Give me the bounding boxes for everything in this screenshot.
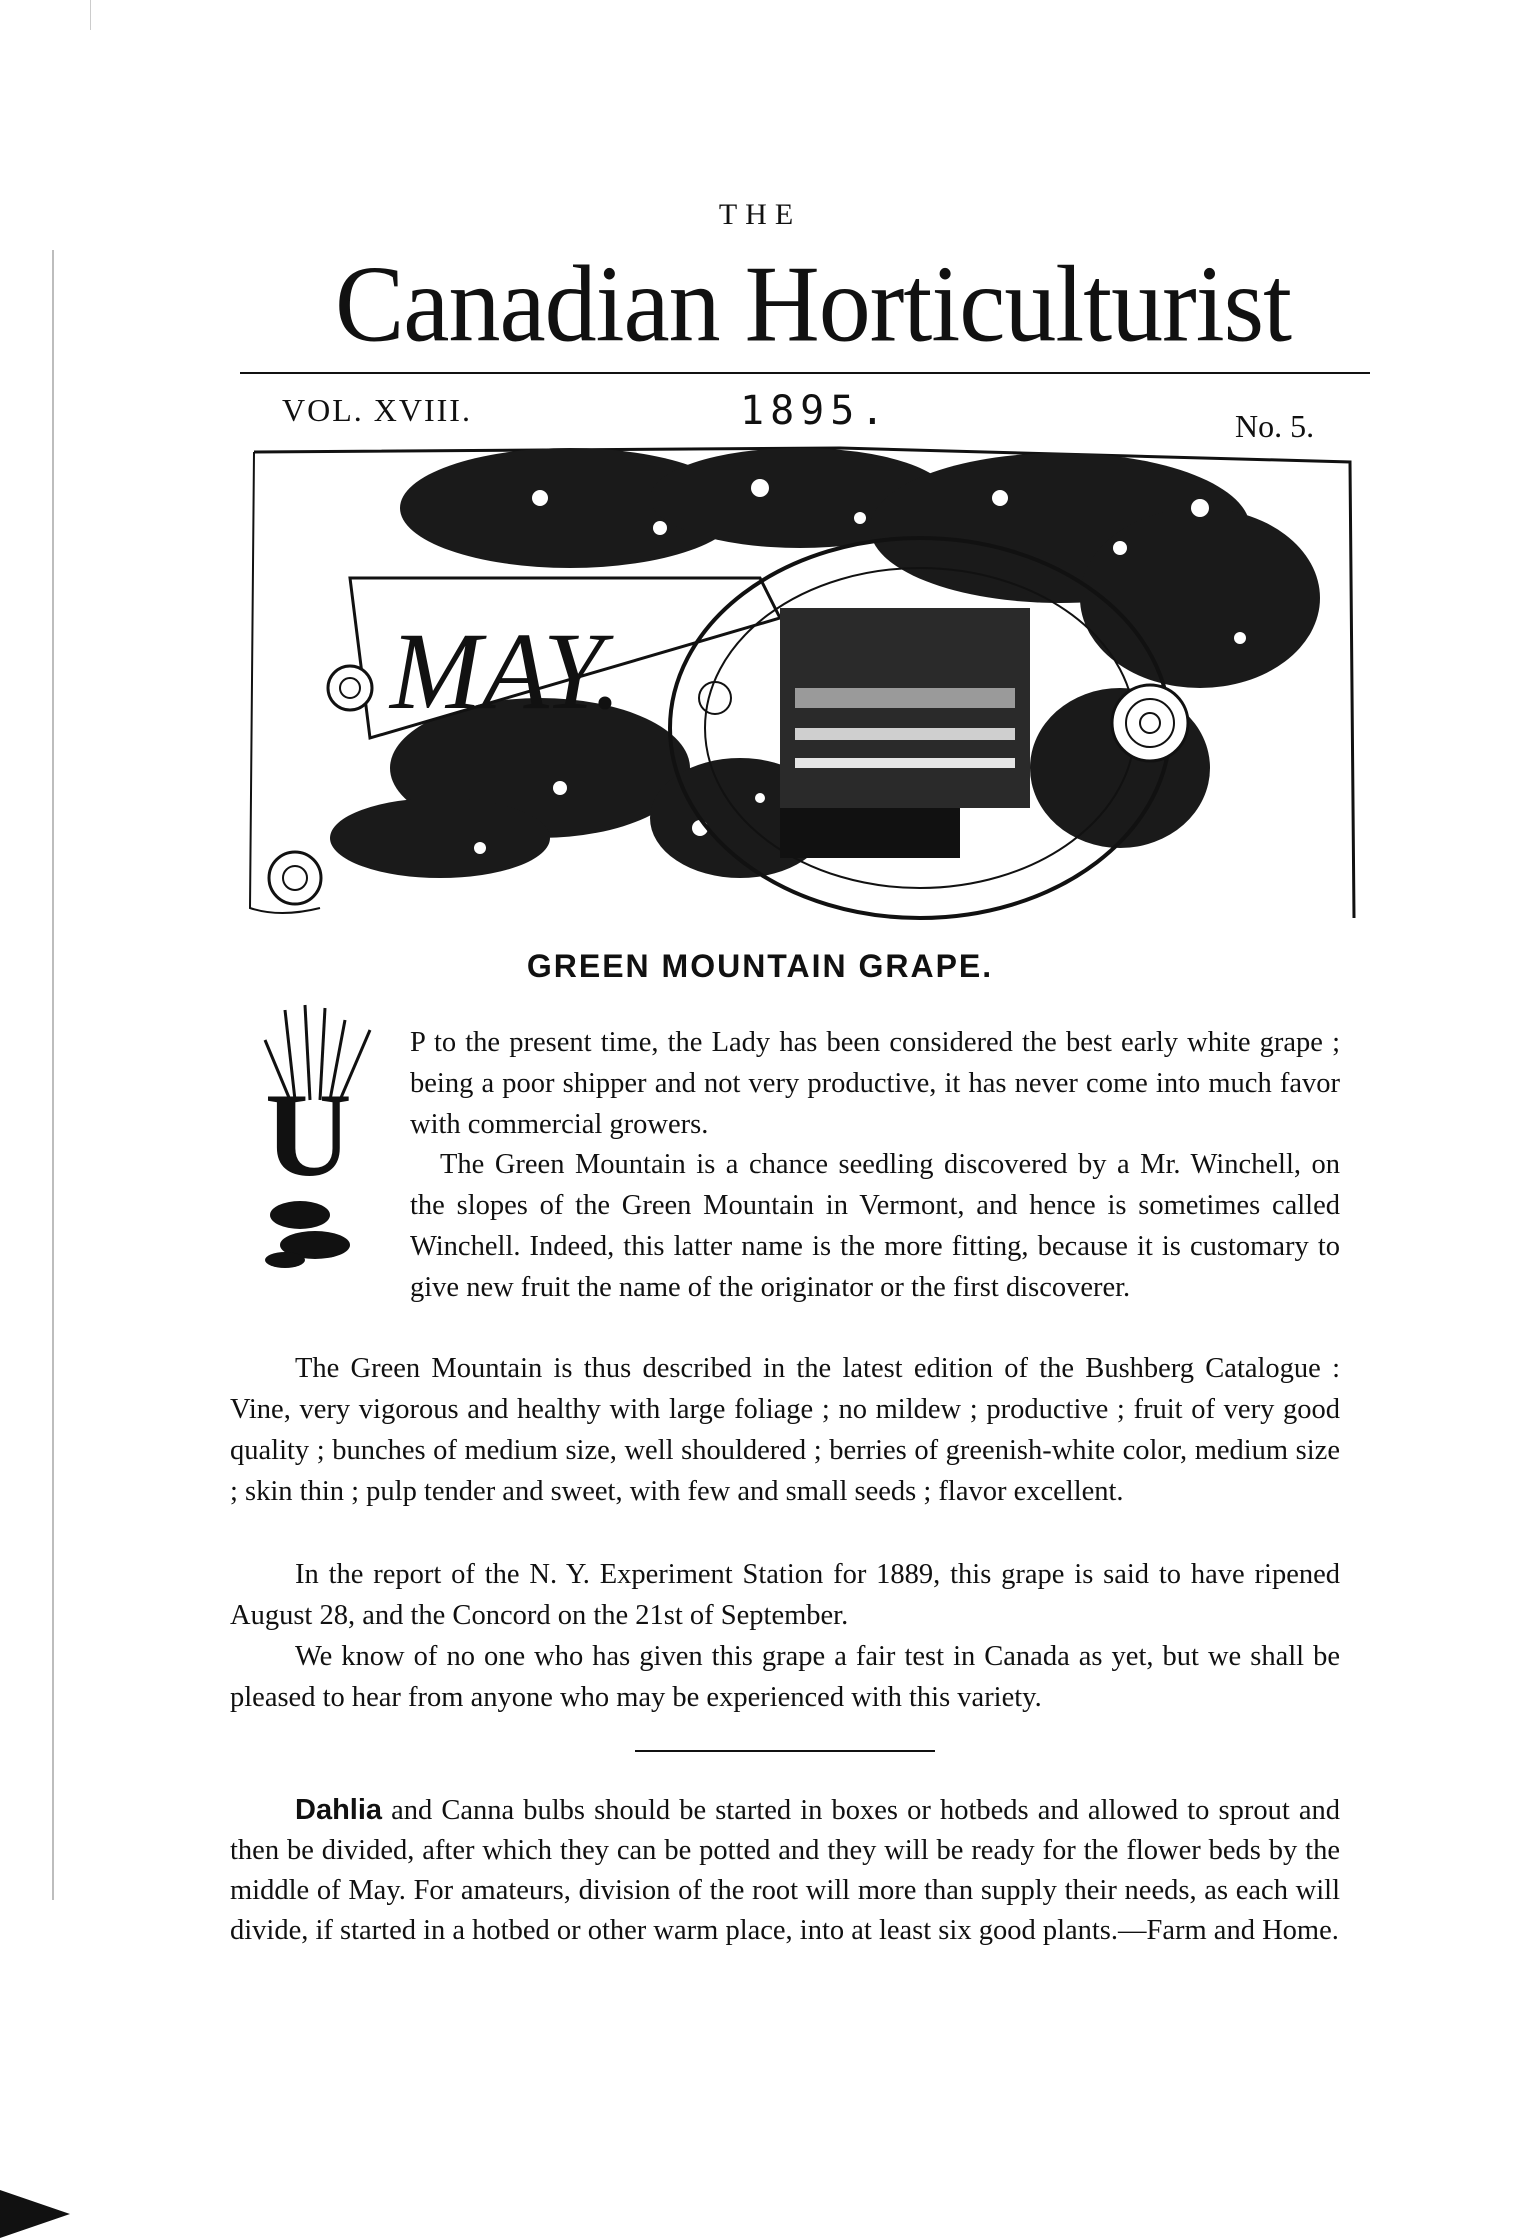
- paragraph-2: The Green Mountain is a chance seedling discovered by a Mr. Winchell, on the slopes of the Green Mountain in Vermont, and hence is sometimes called Winchell. Indeed, this latter name is the more fitting, because it is customary to give new fruit the name of the originator or the first discoverer.: [410, 1149, 1340, 1303]
- dahlia-note: [230, 1790, 1340, 1951]
- paragraph-1: P to the present time, the Lady has been considered the best early white grape ; being a poor shipper and not very productive, it has never come into much favor with commercial growers.: [410, 1027, 1340, 1140]
- article-headline: GREEN MOUNTAIN GRAPE.: [526, 948, 994, 984]
- dahlia-note-lead: Dahlia: [295, 1794, 383, 1826]
- masthead-kicker: THE: [718, 198, 802, 231]
- paragraph-4: In the report of the N. Y. Experiment Station for 1889, this grape is said to have ripened August 28, and the Concord on the 21st of September.: [230, 1559, 1340, 1631]
- masthead-rule: [240, 372, 1370, 374]
- masthead-title: Canadian Horticulturist: [334, 243, 1292, 365]
- issue-number: No. 5.: [1235, 408, 1315, 444]
- paragraph-5: We know of no one who has given this grape a fair test in Canada as yet, but we shall be pleased to hear from anyone who may be experienced with this variety.: [230, 1641, 1340, 1713]
- margin-mark: [90, 0, 91, 30]
- svg-text:U: U: [265, 1068, 352, 1201]
- may-illustration: [240, 438, 1360, 938]
- section-divider: [635, 1750, 935, 1752]
- year-label: 1895.: [740, 388, 891, 434]
- page-corner-mark: [0, 2190, 70, 2238]
- svg-text:MAY.: MAY.: [390, 610, 622, 732]
- margin-rule: [52, 250, 54, 1900]
- dahlia-note-text: and Canna bulbs should be started in boxes or hotbeds and allowed to sprout and then be divided, after which they can be potted and they will be ready for the flower beds by the middle of May. For amateurs, division of the root will more than supply their needs, as each will divide, if started in a hotbed or other warm place, into at least six good plants.—Farm and Home.: [230, 1795, 1340, 1946]
- paragraph-3: The Green Mountain is thus described in the latest edition of the Bushberg Catalogue : Vine, very vigorous and healthy with large foliage ; no mildew ; productive ; fruit of very good quality ; bunches of medium size, well shouldered ; berries of greenish-white color, medium size ; skin thin ; pulp tender and sweet, with few and small seeds ; flavor excellent.: [230, 1353, 1340, 1507]
- volume-label: VOL. XVIII.: [282, 392, 472, 428]
